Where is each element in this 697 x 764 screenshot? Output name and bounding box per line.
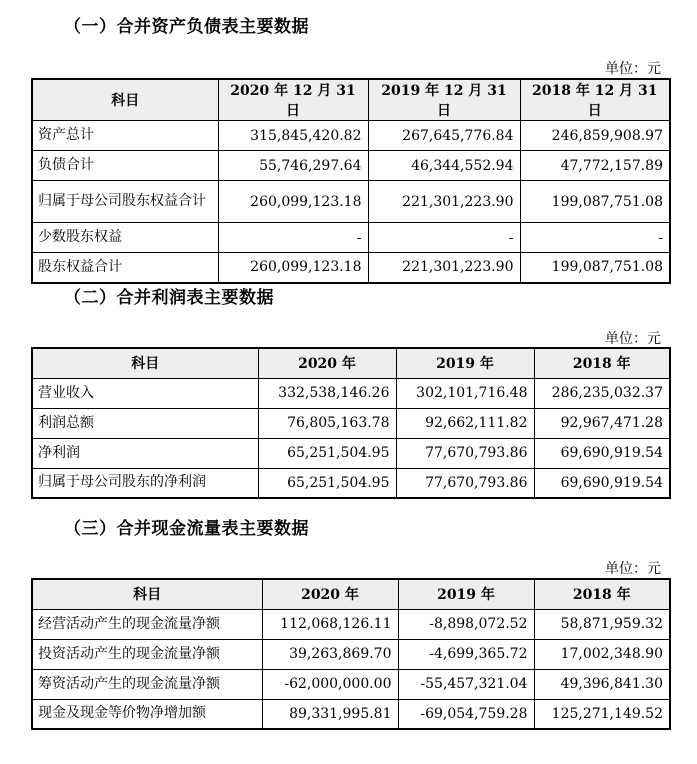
header-2019: 2019 年 <box>398 579 534 609</box>
value-2020: 89,331,995.81 <box>262 699 398 729</box>
table-row <box>32 181 670 223</box>
table-header-row <box>32 79 670 121</box>
value-2018: 17,002,348.90 <box>534 639 670 669</box>
header-subject: 科目 <box>32 579 262 609</box>
row-label: 归属于母公司股东权益合计 <box>32 181 218 223</box>
row-label: 归属于母公司股东的净利润 <box>32 468 258 498</box>
cash-flow-table <box>31 578 671 730</box>
value-2020: -62,000,000.00 <box>262 669 398 699</box>
value-2018: 69,690,919.54 <box>534 468 670 498</box>
value-2020: 315,845,420.82 <box>218 121 368 151</box>
value-2020: 65,251,504.95 <box>258 438 396 468</box>
header-2018: 2018 年 <box>534 348 670 378</box>
value-2018: 58,871,959.32 <box>534 609 670 639</box>
table-header-row <box>32 348 670 378</box>
value-2018: - <box>520 223 670 253</box>
value-2019: 77,670,793.86 <box>396 438 534 468</box>
value-2020: 260,099,123.18 <box>218 253 368 283</box>
value-2019: -55,457,321.04 <box>398 669 534 699</box>
header-2020: 2020 年 <box>258 348 396 378</box>
header-2020: 2020 年 12 月 31 日 <box>218 79 368 121</box>
row-label: 投资活动产生的现金流量净额 <box>32 639 262 669</box>
row-label: 股东权益合计 <box>32 253 218 283</box>
value-2019: - <box>368 223 520 253</box>
value-2019: 267,645,776.84 <box>368 121 520 151</box>
value-2018: 47,772,157.89 <box>520 151 670 181</box>
value-2018: 199,087,751.08 <box>520 181 670 223</box>
table-row <box>32 408 670 438</box>
table-row <box>32 438 670 468</box>
value-2019: -8,898,072.52 <box>398 609 534 639</box>
value-2020: 65,251,504.95 <box>258 468 396 498</box>
value-2018: 286,235,032.37 <box>534 378 670 408</box>
value-2019: 221,301,223.90 <box>368 181 520 223</box>
table-row <box>32 699 670 729</box>
table-header-row <box>32 579 670 609</box>
table-row <box>32 609 670 639</box>
row-label: 经营活动产生的现金流量净额 <box>32 609 262 639</box>
value-2018: 92,967,471.28 <box>534 408 670 438</box>
header-2019: 2019 年 <box>396 348 534 378</box>
value-2020: 39,263,869.70 <box>262 639 398 669</box>
header-2018: 2018 年 <box>534 579 670 609</box>
table-row <box>32 378 670 408</box>
header-2020: 2020 年 <box>262 579 398 609</box>
row-label: 负债合计 <box>32 151 218 181</box>
balance-sheet-table <box>31 78 671 284</box>
row-label: 营业收入 <box>32 378 258 408</box>
value-2019: -69,054,759.28 <box>398 699 534 729</box>
value-2018: 199,087,751.08 <box>520 253 670 283</box>
value-2019: 302,101,716.48 <box>396 378 534 408</box>
value-2020: 76,805,163.78 <box>258 408 396 438</box>
value-2018: 49,396,841.30 <box>534 669 670 699</box>
table-row <box>32 669 670 699</box>
table-row <box>32 223 670 253</box>
value-2020: 112,068,126.11 <box>262 609 398 639</box>
row-label: 少数股东权益 <box>32 223 218 253</box>
header-subject: 科目 <box>32 348 258 378</box>
value-2018: 125,271,149.52 <box>534 699 670 729</box>
balance-sheet-unit: 单位：元 <box>605 61 661 77</box>
row-label: 现金及现金等价物净增加额 <box>32 699 262 729</box>
table-row <box>32 639 670 669</box>
value-2020: 332,538,146.26 <box>258 378 396 408</box>
value-2019: 92,662,111.82 <box>396 408 534 438</box>
value-2019: 77,670,793.86 <box>396 468 534 498</box>
row-label: 筹资活动产生的现金流量净额 <box>32 669 262 699</box>
value-2019: 221,301,223.90 <box>368 253 520 283</box>
cash-flow-title: （三）合并现金流量表主要数据 <box>64 519 309 539</box>
value-2018: 69,690,919.54 <box>534 438 670 468</box>
row-label: 净利润 <box>32 438 258 468</box>
value-2019: 46,344,552.94 <box>368 151 520 181</box>
table-row <box>32 121 670 151</box>
header-2018: 2018 年 12 月 31 日 <box>520 79 670 121</box>
cash-flow-unit: 单位：元 <box>605 561 661 577</box>
header-subject: 科目 <box>32 79 218 121</box>
income-statement-table <box>31 347 671 499</box>
table-row <box>32 253 670 283</box>
table-row <box>32 468 670 498</box>
row-label: 利润总额 <box>32 408 258 438</box>
value-2018: 246,859,908.97 <box>520 121 670 151</box>
table-row <box>32 151 670 181</box>
income-statement-title: （二）合并利润表主要数据 <box>64 288 274 308</box>
income-statement-unit: 单位：元 <box>605 331 661 347</box>
value-2020: 55,746,297.64 <box>218 151 368 181</box>
value-2019: -4,699,365.72 <box>398 639 534 669</box>
header-2019: 2019 年 12 月 31 日 <box>368 79 520 121</box>
value-2020: - <box>218 223 368 253</box>
balance-sheet-title: （一）合并资产负债表主要数据 <box>64 17 309 37</box>
row-label: 资产总计 <box>32 121 218 151</box>
value-2020: 260,099,123.18 <box>218 181 368 223</box>
